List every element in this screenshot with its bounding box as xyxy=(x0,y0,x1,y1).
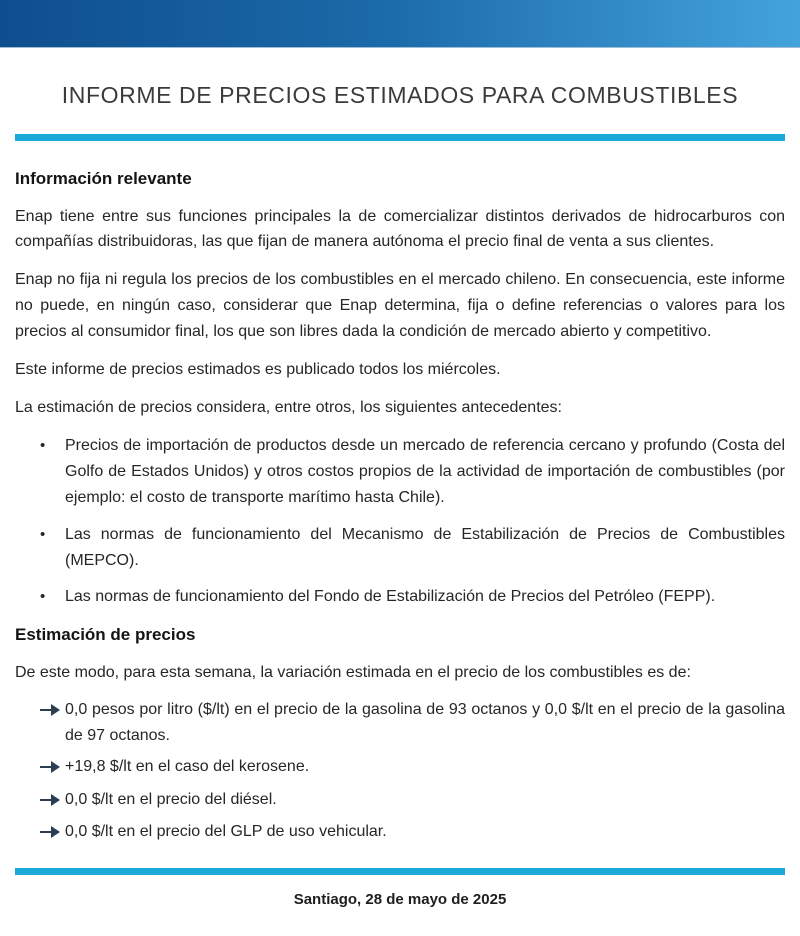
paragraph-estimacion-intro: De este modo, para esta semana, la variación estimada en el precio de los combustibles es de: xyxy=(15,663,691,681)
header-gradient-bar xyxy=(0,0,800,48)
arrow-marker xyxy=(15,754,65,782)
paragraph-enap-funciones: Enap tiene entre sus funciones principales la de comercializar distintos derivados de hidrocarburos con compañías distribuidoras, las que fijan de manera autónoma el precio final de venta a sus clientes. xyxy=(15,207,785,251)
title-divider-rule xyxy=(15,134,785,141)
right-arrow-icon xyxy=(40,826,60,838)
paragraph-enap-no-fija: Enap no fija ni regula los precios de los combustibles en el mercado chileno. En consecuencia, este informe no puede, en ningún caso, considerar que Enap determina, fija o define referencias o valores para los precios al consumidor final, los que son libres dada la condición de mercado abierto y competitivo. xyxy=(15,271,785,341)
list-item-importacion xyxy=(15,433,785,511)
list-item-text: +19,8 $/lt en el caso del kerosene. xyxy=(65,757,310,775)
list-item-text: 0,0 $/lt en el precio del diésel. xyxy=(65,790,277,808)
list-item-text: 0,0 pesos por litro ($/lt) en el precio de la gasolina de 93 octanos y 0,0 $/lt en el precio de la gasolina de 97 octanos. xyxy=(65,700,785,744)
arrow-marker xyxy=(15,819,65,847)
bullet-dot-icon: • xyxy=(40,588,46,606)
list-item-gasolina xyxy=(15,697,785,749)
list-item-mepco xyxy=(15,522,785,574)
list-item-kerosene xyxy=(15,754,785,782)
price-variation-list xyxy=(15,697,785,848)
list-item-diesel xyxy=(15,787,785,815)
paragraph-antecedentes-intro: La estimación de precios considera, entre otros, los siguientes antecedentes: xyxy=(15,398,562,416)
arrow-marker xyxy=(15,697,65,725)
right-arrow-icon xyxy=(40,761,60,773)
list-item-text: Las normas de funcionamiento del Fondo de Estabilización de Precios del Petróleo (FEPP). xyxy=(65,588,716,606)
bullet-dot-icon: • xyxy=(40,436,46,454)
right-arrow-icon xyxy=(40,704,60,716)
list-item-text: Precios de importación de productos desde un mercado de referencia cercano y profundo (Costa del Golfo de Estados Unidos) y otros costos propios de la actividad de importación de combustibles (por ejemplo: el costo de transporte marítimo hasta Chile). xyxy=(65,436,785,506)
bullet-marker xyxy=(15,522,65,548)
section-heading-informacion-relevante: Información relevante xyxy=(15,169,192,188)
bullet-marker xyxy=(15,584,65,610)
list-item-fepp xyxy=(15,584,785,610)
list-item-text: Las normas de funcionamiento del Mecanismo de Estabilización de Precios de Combustibles (MEPCO). xyxy=(65,525,785,569)
bullet-dot-icon: • xyxy=(40,525,46,543)
antecedents-list xyxy=(15,433,785,611)
section-heading-estimacion-precios: Estimación de precios xyxy=(15,625,196,645)
report-body xyxy=(0,141,800,847)
paragraph-publicacion-miercoles: Este informe de precios estimados es publicado todos los miércoles. xyxy=(15,361,501,379)
footer-divider-rule xyxy=(15,868,785,875)
arrow-marker xyxy=(15,787,65,815)
footer-date: Santiago, 28 de mayo de 2025 xyxy=(293,891,507,908)
report-footer xyxy=(0,868,800,908)
report-title: INFORME DE PRECIOS ESTIMADOS PARA COMBUSTIBLES xyxy=(61,82,739,108)
list-item-text: 0,0 $/lt en el precio del GLP de uso vehicular. xyxy=(65,823,387,841)
bullet-marker xyxy=(15,433,65,459)
list-item-glp xyxy=(15,819,785,847)
right-arrow-icon xyxy=(40,794,60,806)
